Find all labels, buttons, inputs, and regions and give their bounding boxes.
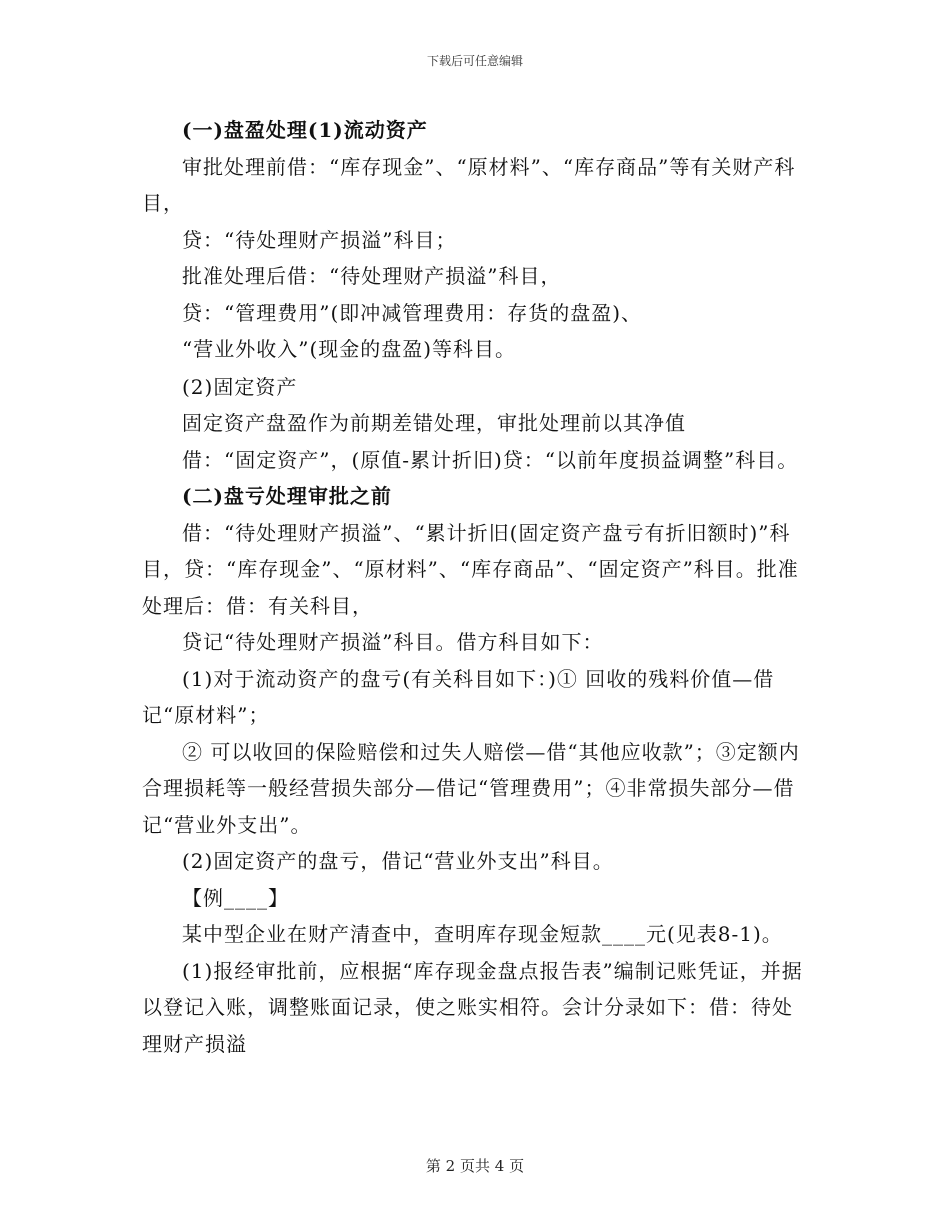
paragraph: 某中型企业在财产清查中，查明库存现金短款____元(见表8-1)。 [182,922,783,946]
paragraph: (1)对于流动资产的盘亏(有关科目如下：)① 回收的残料价值—借记“原材料”； [142,666,775,727]
section-heading-deficit: (二)盘亏处理审批之前 [182,484,392,508]
paragraph: (1)报经审批前，应根据“库存现金盘点报告表”编制记账凭证，并据以登记入账，调整账面记录，使之账实相符。会计分录如下：借：待处理财产损溢 [142,958,803,1056]
paragraph: 审批处理前借：“库存现金”、“原材料”、“库存商品”等有关财产科目， [142,154,796,215]
paragraph: 贷记“待处理财产损溢”科目。借方科目如下： [182,630,604,654]
example-label: 【例____】 [182,885,289,910]
paragraph: “营业外收入”(现金的盘盈)等科目。 [182,337,517,361]
section-heading-surplus: (一)盘盈处理(1)流动资产 [182,118,428,142]
paragraph: (2)固定资产的盘亏，借记“营业外支出”科目。 [182,849,614,873]
paragraph: 固定资产盘盈作为前期差错处理，审批处理前以其净值 [182,411,686,435]
paragraph: ② 可以收回的保险赔偿和过失人赔偿—借“其他应收款”；③定额内合理损耗等一般经营损失部分—借记“管理费用”；④非常损失部分—借记“营业外支出”。 [142,739,800,837]
document-body [142,112,808,1062]
page-header: 下载后可任意编辑 [426,54,523,68]
page-footer: 第 2 页共 4 页 [425,1157,525,1175]
paragraph: 贷：“待处理财产损溢”科目； [182,227,457,252]
paragraph: 批准处理后借：“待处理财产损溢”科目， [182,264,562,288]
paragraph: 借：“待处理财产损溢”、“累计折旧(固定资产盘亏有折旧额时)”科目，贷：“库存现金”、“原材料”、“库存商品”、“固定资产”科目。批准处理后：借：有关科目， [142,520,799,618]
subheading-fixed-assets: (2)固定资产 [182,374,298,399]
paragraph: 借：“固定资产”，(原值-累计折旧)贷：“以前年度损益调整”科目。 [182,447,799,472]
paragraph: 贷：“管理费用”(即冲减管理费用：存货的盘盈)、 [182,300,643,325]
